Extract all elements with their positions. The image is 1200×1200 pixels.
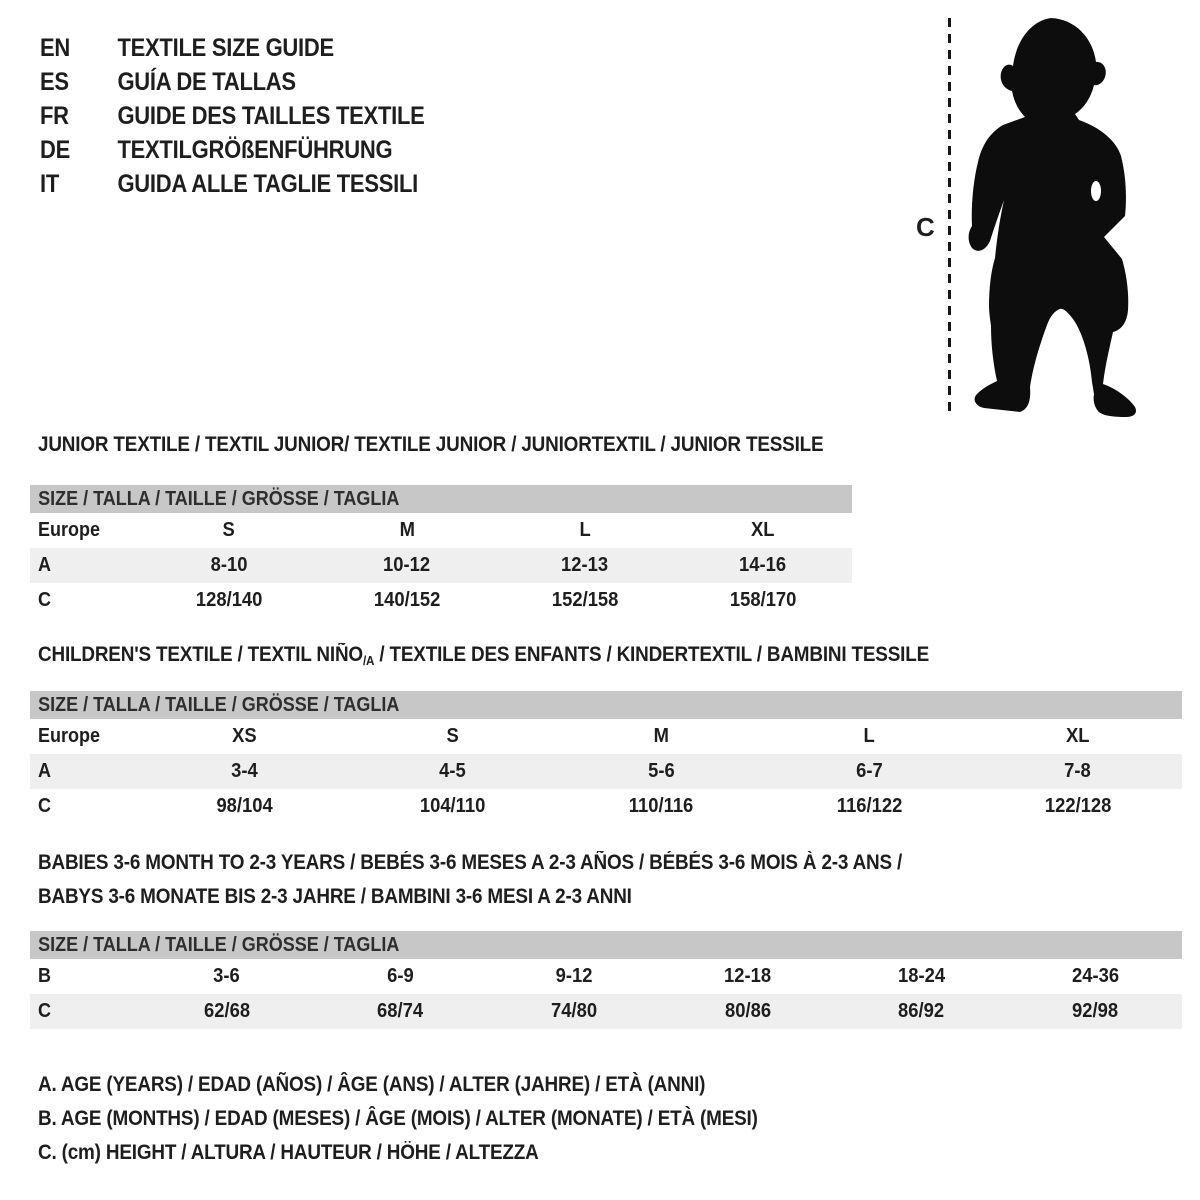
children-section-title (38, 643, 929, 668)
row-label (30, 519, 140, 542)
size-cell-text: 18-24 (897, 965, 946, 987)
size-cell (140, 760, 348, 783)
size-header-label: SIZE / TALLA / TAILLE / GRÖSSE / TAGLIA (38, 933, 400, 956)
size-cell-text: 116/122 (836, 795, 903, 817)
size-cell (487, 965, 661, 988)
size-cell-text: 3-6 (213, 965, 241, 987)
size-cell-text: S (222, 519, 236, 541)
size-cell-text: 86/92 (898, 1000, 945, 1022)
size-cell-text: 5-6 (647, 760, 675, 782)
row-label (30, 1000, 140, 1023)
size-cell-text: 128/140 (195, 589, 263, 611)
language-code: EN (40, 33, 71, 62)
size-cell-text: XS (231, 725, 257, 747)
size-cell (140, 1000, 314, 1023)
size-cell-text: 9-12 (555, 965, 593, 987)
row-label-text: B (38, 965, 52, 987)
size-cell-text: 140/152 (373, 589, 441, 611)
language-code: DE (40, 135, 71, 164)
row-label-text: C (38, 589, 52, 611)
size-cell (496, 554, 674, 577)
size-header-label: SIZE / TALLA / TAILLE / GRÖSSE / TAGLIA (38, 693, 400, 716)
table-row (30, 959, 1182, 994)
row-label-text: A (38, 554, 52, 576)
legend-line-a: A. AGE (YEARS) / EDAD (AÑOS) / ÂGE (ANS) / ALTER (JAHRE) / ETÀ (ANNI) (38, 1073, 706, 1096)
row-label-text: Europe (38, 519, 101, 541)
junior-size-table (30, 485, 852, 618)
row-label-text: Europe (38, 725, 101, 747)
size-cell-text: 62/68 (203, 1000, 250, 1022)
size-cell-text: 98/104 (216, 795, 273, 817)
row-label (30, 554, 140, 577)
size-cell (557, 725, 765, 748)
size-cell (974, 760, 1182, 783)
size-cell-text: XL (751, 519, 775, 541)
size-cell (496, 519, 674, 542)
height-dashed-line (948, 18, 951, 416)
babies-section-title-line1: BABIES 3-6 MONTH TO 2-3 YEARS / BEBÉS 3-6 MESES A 2-3 AÑOS / BÉBÉS 3-6 MOIS À 2-3 ANS / (38, 851, 903, 874)
language-header (40, 31, 477, 201)
size-cell (835, 965, 1009, 988)
size-cell (674, 589, 852, 612)
size-cell-text: 8-10 (210, 554, 248, 576)
size-header-label: SIZE / TALLA / TAILLE / GRÖSSE / TAGLIA (38, 487, 400, 510)
size-cell (140, 589, 318, 612)
size-cell-text: 104/110 (419, 795, 486, 817)
size-cell (674, 554, 852, 577)
size-cell (661, 1000, 835, 1023)
language-title: GUIDE DES TAILLES TEXTILE (117, 101, 425, 130)
size-cell-text: 92/98 (1072, 1000, 1119, 1022)
size-header-bar (30, 485, 852, 513)
table-row (30, 719, 1182, 754)
language-row (40, 167, 425, 201)
junior-section-title: JUNIOR TEXTILE / TEXTIL JUNIOR/ TEXTILE JUNIOR / JUNIORTEXTIL / JUNIOR TESSILE (38, 433, 824, 456)
babies-section-title-line2: BABYS 3-6 MONATE BIS 2-3 JAHRE / BAMBINI 3-6 MESI A 2-3 ANNI (38, 885, 632, 908)
size-cell-text: 68/74 (377, 1000, 424, 1022)
measure-legend (38, 1068, 838, 1170)
size-cell-text: S (446, 725, 459, 747)
size-cell (140, 554, 318, 577)
language-row (40, 99, 425, 133)
size-cell (348, 795, 556, 818)
size-cell-text: 12-18 (724, 965, 772, 987)
language-code: ES (40, 67, 69, 96)
size-cell-text: 12-13 (561, 554, 609, 576)
children-title-prefix: CHILDREN'S TEXTILE / TEXTIL NIÑO (38, 643, 363, 666)
babies-size-table (30, 931, 1182, 1029)
size-cell-text: 80/86 (724, 1000, 771, 1022)
size-cell (974, 795, 1182, 818)
size-cell-text: 152/158 (551, 589, 619, 611)
language-title: GUIDA ALLE TAGLIE TESSILI (117, 169, 419, 198)
size-cell (1008, 965, 1182, 988)
row-label (30, 760, 140, 783)
language-row (40, 31, 425, 65)
row-label-text: A (38, 760, 52, 782)
language-title: TEXTILE SIZE GUIDE (117, 33, 334, 62)
row-label-text: C (38, 1000, 52, 1022)
size-cell (974, 725, 1182, 748)
size-cell-text: 6-9 (387, 965, 414, 987)
legend-line-c: C. (cm) HEIGHT / ALTURA / HAUTEUR / HÖHE / ALTEZZA (38, 1141, 539, 1164)
size-cell-text: L (863, 725, 876, 747)
size-cell (140, 795, 348, 818)
size-cell-text: 7-8 (1064, 760, 1092, 782)
size-cell-text: M (399, 519, 415, 541)
legend-line-b: B. AGE (MONTHS) / EDAD (MESES) / ÂGE (MOIS) / ALTER (MONATE) / ETÀ (MESI) (38, 1107, 758, 1130)
size-cell (835, 1000, 1009, 1023)
row-label (30, 725, 140, 748)
size-cell (318, 554, 496, 577)
size-cell-text: 74/80 (551, 1000, 598, 1022)
size-cell-text: XL (1066, 725, 1090, 747)
table-row (30, 754, 1182, 789)
size-cell (314, 1000, 488, 1023)
size-cell-text: 122/128 (1044, 795, 1112, 817)
size-cell (140, 725, 348, 748)
table-row (30, 789, 1182, 824)
size-cell (348, 760, 556, 783)
row-label (30, 795, 140, 818)
size-cell (765, 725, 973, 748)
size-cell (348, 725, 556, 748)
size-cell-text: 14-16 (739, 554, 787, 576)
children-title-suffix: / TEXTILE DES ENFANTS / KINDERTEXTIL / BAMBINI TESSILE (374, 643, 930, 666)
row-label (30, 589, 140, 612)
size-cell (765, 795, 973, 818)
language-title: GUÍA DE TALLAS (117, 67, 296, 96)
table-row (30, 994, 1182, 1029)
children-size-table (30, 691, 1182, 824)
children-title-subscript: /A (362, 653, 375, 668)
language-code: IT (40, 169, 60, 198)
size-cell (314, 965, 488, 988)
size-cell (557, 795, 765, 818)
language-code: FR (40, 101, 69, 130)
size-cell-text: 158/170 (729, 589, 797, 611)
row-label-text: C (38, 795, 52, 817)
size-cell-text: M (653, 725, 669, 747)
size-cell-text: 110/116 (628, 795, 694, 817)
size-cell (557, 760, 765, 783)
size-header-bar (30, 691, 1182, 719)
size-cell-text: 10-12 (383, 554, 431, 576)
size-cell (496, 589, 674, 612)
size-cell (661, 965, 835, 988)
table-row (30, 548, 852, 583)
size-header-bar (30, 931, 1182, 959)
size-cell (318, 589, 496, 612)
size-cell (674, 519, 852, 542)
toddler-silhouette-icon (963, 14, 1145, 420)
language-title: TEXTILGRÖßENFÜHRUNG (117, 135, 393, 164)
size-cell-text: 4-5 (439, 760, 466, 782)
size-cell (1008, 1000, 1182, 1023)
size-cell (140, 519, 318, 542)
size-cell-text: L (579, 519, 591, 541)
language-row (40, 65, 425, 99)
row-label (30, 965, 140, 988)
size-cell-text: 6-7 (856, 760, 883, 782)
size-cell-text: 24-36 (1071, 965, 1119, 987)
language-row (40, 133, 425, 167)
table-row (30, 583, 852, 618)
table-row (30, 513, 852, 548)
height-label-c: C (916, 212, 935, 242)
size-cell (318, 519, 496, 542)
size-cell (765, 760, 973, 783)
size-cell (140, 965, 314, 988)
size-cell-text: 3-4 (230, 760, 258, 782)
size-cell (487, 1000, 661, 1023)
